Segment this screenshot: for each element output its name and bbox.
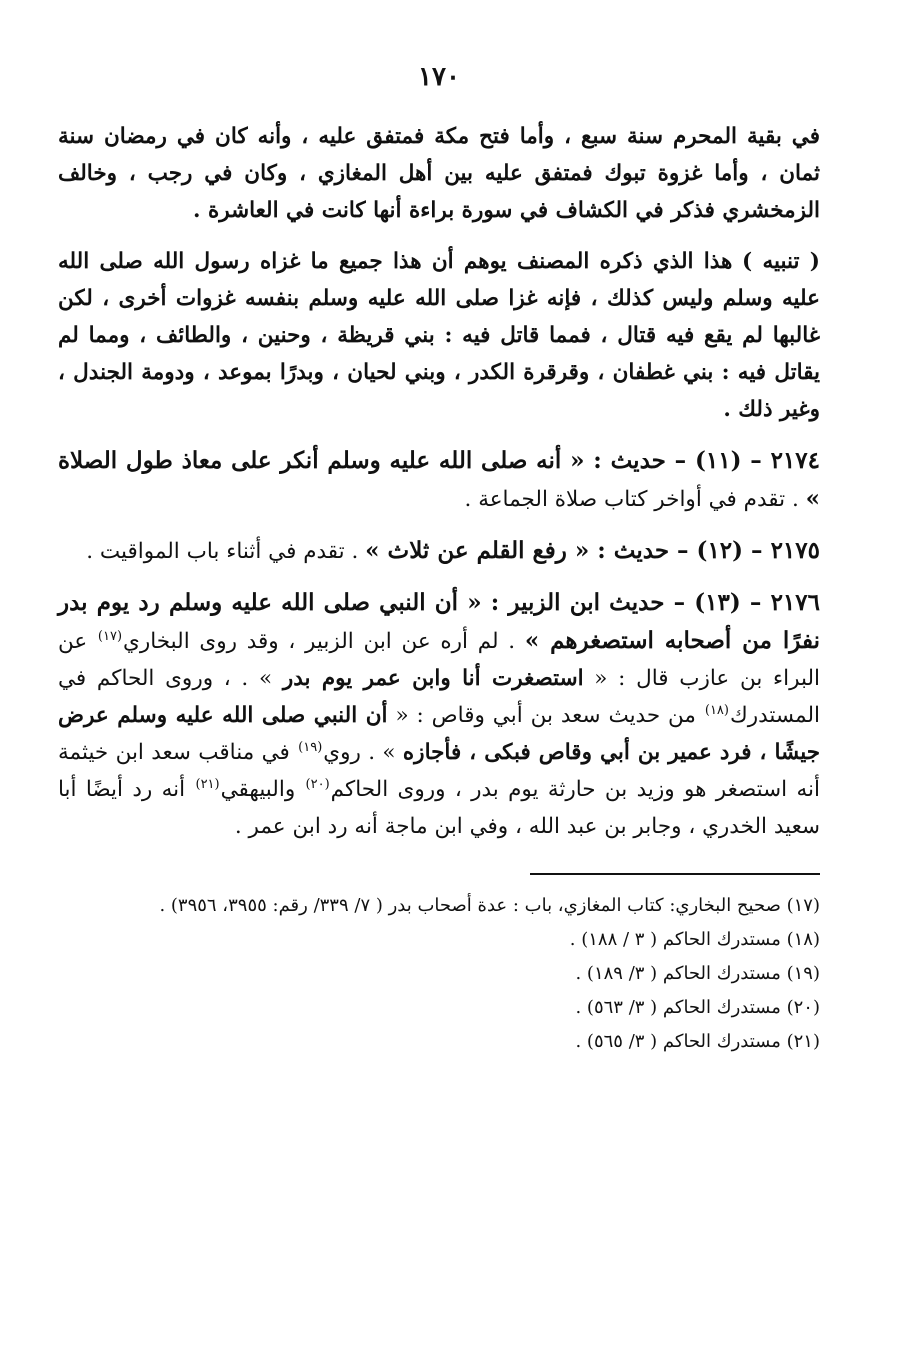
hadith-2176-text-3: » . ، وروى الحاكم في المستدرك <box>58 666 820 728</box>
hadith-2176-text-5: » . روي <box>323 740 403 765</box>
hadith-2176-head: ٢١٧٦ – (١٣) – حديث ابن الزبير : « أن النبي صلى الله عليه وسلم رد يوم بدر نفرًا من أصحابه استصغرهم » <box>58 589 820 654</box>
hadith-2174-head: ٢١٧٤ – (١١) – حديث : « أنه صلى الله عليه وسلم أنكر على معاذ طول الصلاة » <box>58 447 820 512</box>
hadith-2176-quote-2: أن النبي صلى الله عليه وسلم عرض جيشًا ، فرد عمير بن أبي وقاص فبكى ، فأجازه <box>58 703 820 765</box>
hadith-2174-rest: . تقدم في أواخر كتاب صلاة الجماعة . <box>464 487 806 512</box>
footnote-20: (٢٠) مستدرك الحاكم ( ٣/ ٥٦٣) . <box>575 997 820 1018</box>
footnote-ref-20[interactable]: (٢٠) <box>305 776 330 792</box>
footnote-ref-17[interactable]: (١٧) <box>97 628 123 644</box>
footnote-21: (٢١) مستدرك الحاكم ( ٣/ ٥٦٥) . <box>575 1031 820 1052</box>
hadith-2176-text-1: . لم أره عن ابن الزبير ، وقد روى البخاري <box>123 629 525 654</box>
hadith-2175-head: ٢١٧٥ – (١٢) – حديث : « رفع القلم عن ثلاث » <box>365 537 820 564</box>
page-number: ١٧٠ <box>418 62 460 92</box>
footnote-ref-18[interactable]: (١٨) <box>704 702 729 718</box>
footnote-divider <box>530 873 820 875</box>
tanbih-text: هذا الذي ذكره المصنف يوهم أن هذا جميع ما غزاه رسول الله صلى الله عليه وسلم وليس كذلك ، فإنه غزا صلى الله عليه وسلم بنفسه غزوات أخرى ، لكن غالبها لم يقع فيه قتال ، فمما قاتل فيه : بني قريظة ، وحنين ، والطائف ، ومما لم يقاتل فيه : بني غطفان ، وقرقرة الكدر ، وبني لحيان ، وبدرًا بموعد ، ودومة الجندل ، وغير ذلك . <box>58 249 820 422</box>
hadith-2176 <box>58 584 820 845</box>
hadith-2176-quote-1: استصغرت أنا وابن عمر يوم بدر <box>282 666 584 691</box>
hadith-2176-text-7: والبيهقي <box>220 777 305 802</box>
footnote-17: (١٧) صحيح البخاري: كتاب المغازي، باب : عدة أصحاب بدر ( ٧/ ٣٣٩/ رقم: ٣٩٥٥، ٣٩٥٦) . <box>159 895 820 916</box>
hadith-2174 <box>58 442 820 518</box>
intro-text: في بقية المحرم سنة سبع ، وأما فتح مكة فمتفق عليه ، وأنه كان في رمضان سنة ثمان ، وأما غزوة تبوك فمتفق عليه بين أهل المغازي ، وكان في رجب ، وخالف الزمخشري فذكر في الكشاف في سورة براءة أنها كانت في العاشرة . <box>58 124 820 223</box>
footnotes-section <box>58 889 820 1059</box>
hadith-2176-text-2: عن البراء بن عازب قال : « <box>58 629 820 691</box>
footnote-ref-19[interactable]: (١٩) <box>298 739 323 755</box>
footnote-19: (١٩) مستدرك الحاكم ( ٣/ ١٨٩) . <box>575 963 820 984</box>
footnote-18: (١٨) مستدرك الحاكم ( ٣ / ١٨٨) . <box>569 929 820 950</box>
tanbih-label: ( تنبيه ) <box>742 249 820 274</box>
hadith-2176-text-6: في مناقب سعد ابن خيثمة أنه استصغر هو وزيد بن حارثة يوم بدر ، وروى الحاكم <box>58 740 820 802</box>
hadith-2175-rest: . تقدم في أثناء باب المواقيت . <box>86 539 366 564</box>
footnote-ref-21[interactable]: (٢١) <box>195 776 220 792</box>
hadith-2176-text-8: أنه رد أيضًا أبا سعيد الخدري ، وجابر بن عبد الله ، وفي ابن ماجة أنه رد ابن عمر . <box>58 777 820 839</box>
hadith-2175 <box>58 532 820 570</box>
hadith-2176-text-4: من حديث سعد بن أبي وقاص : « <box>387 703 704 728</box>
intro-paragraph <box>58 118 820 229</box>
book-page <box>58 62 820 1321</box>
tanbih-paragraph <box>58 243 820 428</box>
